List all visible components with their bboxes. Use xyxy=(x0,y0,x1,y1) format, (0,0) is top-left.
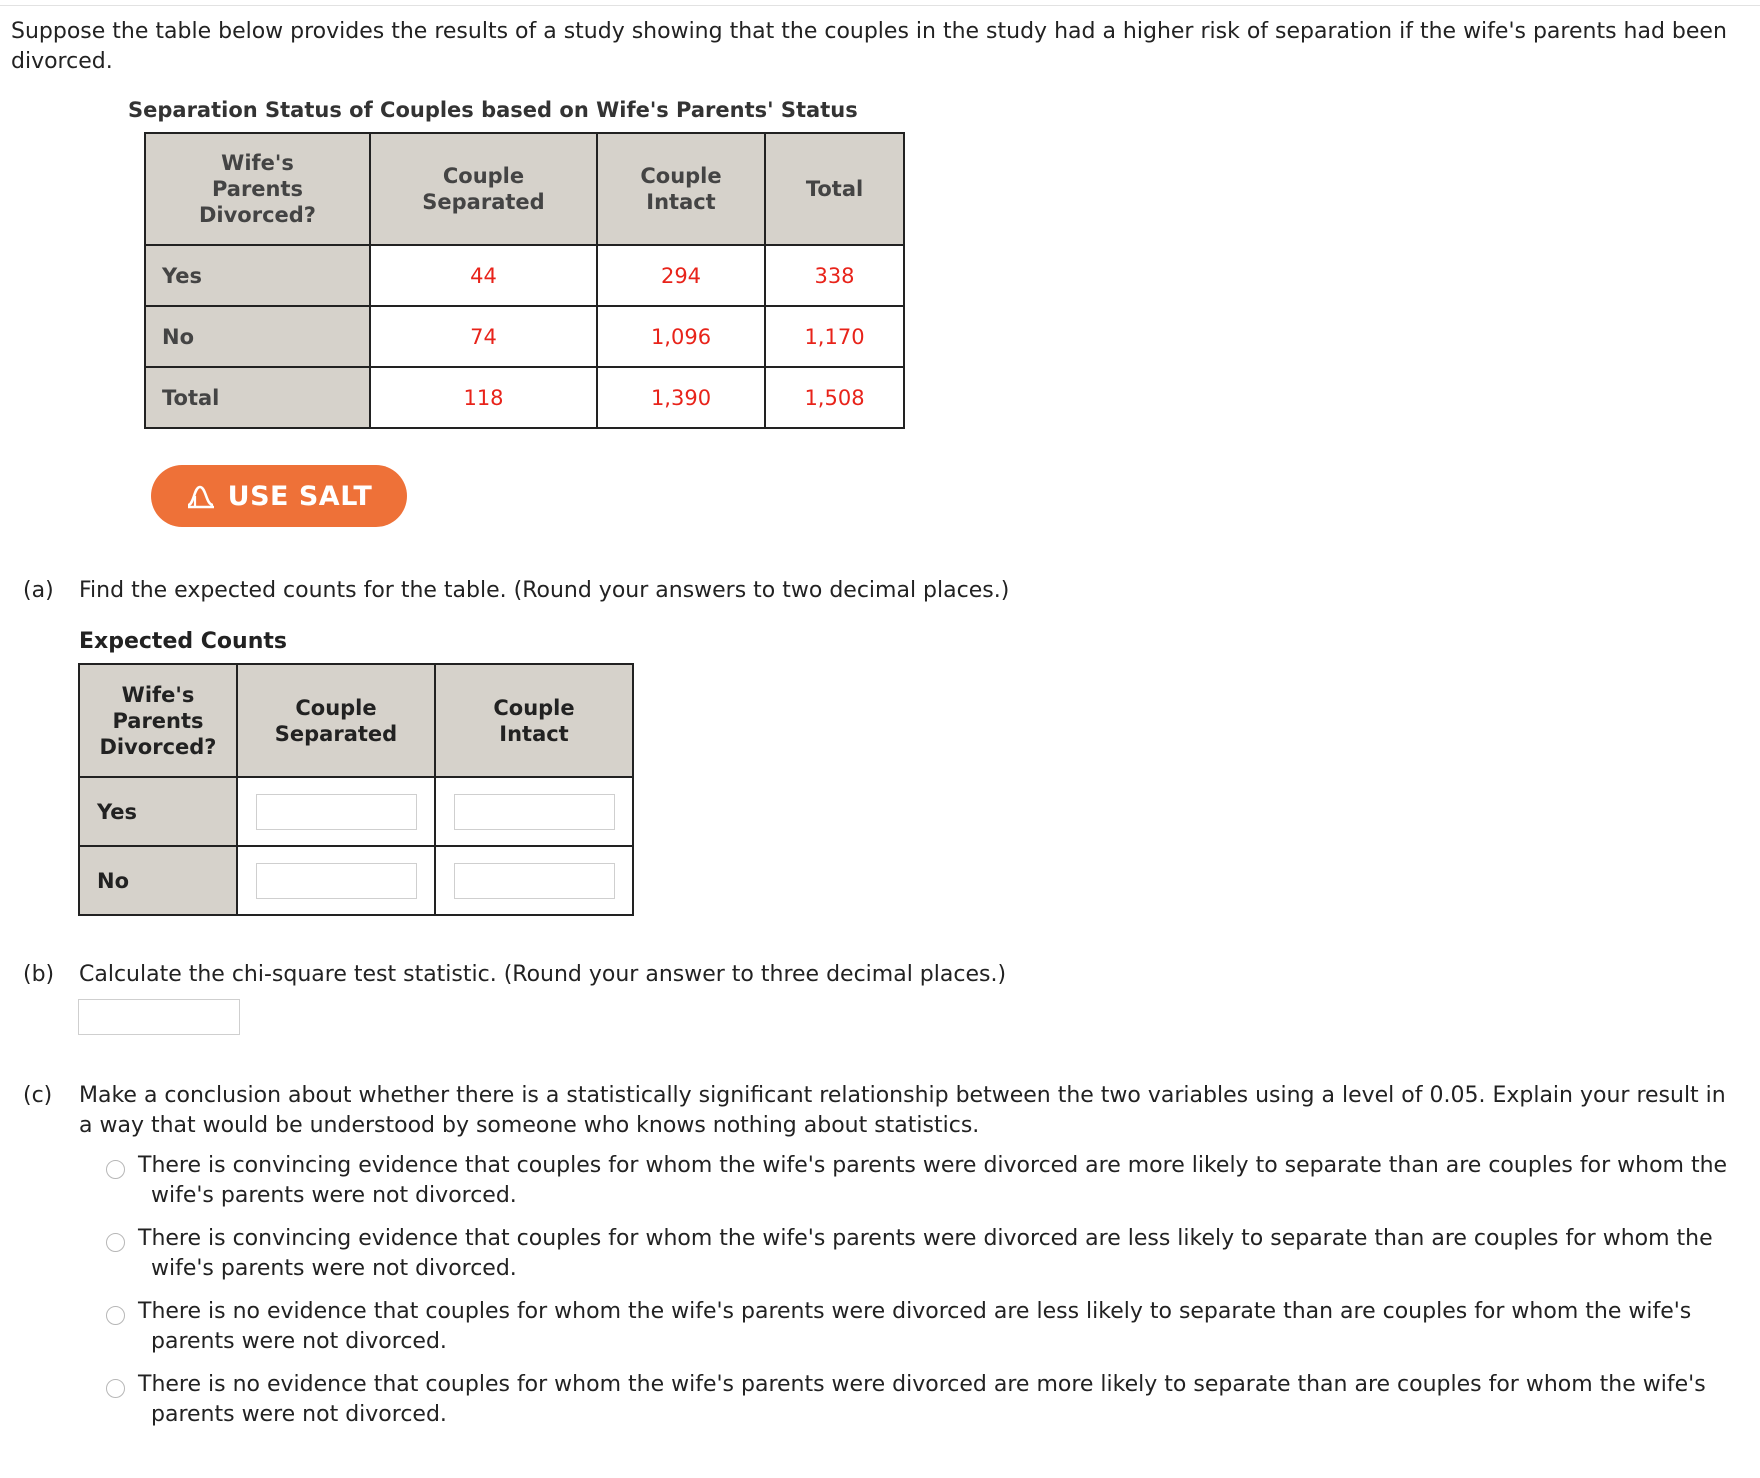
chi-square-input[interactable] xyxy=(78,999,240,1035)
header-label: Wife's Parents Divorced? xyxy=(198,151,316,227)
cell-no-intact xyxy=(435,846,633,915)
row-label-total: Total xyxy=(145,367,370,428)
row-label-yes: Yes xyxy=(145,245,370,306)
study-table xyxy=(144,132,905,429)
option-line-2: wife's parents were not divorced. xyxy=(151,1256,517,1281)
use-salt-label: USE SALT xyxy=(227,480,373,512)
header-couple-separated xyxy=(237,664,435,777)
row-label-yes: Yes xyxy=(79,777,237,846)
cell-yes-total: 338 xyxy=(765,245,904,306)
header-label: Wife's Parents Divorced? xyxy=(99,682,217,759)
cell-yes-intact: 294 xyxy=(597,245,765,306)
row-label-no: No xyxy=(79,846,237,915)
radio-button[interactable] xyxy=(106,1160,125,1179)
expected-yes-intact-input[interactable] xyxy=(454,794,615,830)
cell-no-intact: 1,096 xyxy=(597,306,765,367)
radio-button[interactable] xyxy=(106,1379,125,1398)
option-line-2: parents were not divorced. xyxy=(151,1402,447,1427)
header-couple-separated xyxy=(370,133,597,245)
part-c-label: (c) xyxy=(23,1083,53,1108)
expected-no-separated-input[interactable] xyxy=(256,863,417,899)
header-label: Couple Separated xyxy=(274,695,398,746)
part-a-label: (a) xyxy=(23,578,54,603)
header-total xyxy=(765,133,904,245)
option-line-2: parents were not divorced. xyxy=(151,1329,447,1354)
option-line-1: There is convincing evidence that couples for whom the wife's parents were divorced are less likely to separate than are couples for whom the xyxy=(138,1226,1713,1251)
cell-total-separated: 118 xyxy=(370,367,597,428)
expected-table-header-row xyxy=(79,664,633,777)
option-line-1: There is convincing evidence that couples for whom the wife's parents were divorced are more likely to separate than are couples for whom the xyxy=(138,1153,1728,1178)
part-c-text: Make a conclusion about whether there is a statistically significant relationship between the two variables using a level of 0.05. Explain your result in a way that would be understood by someone who knows nothing about statistics. xyxy=(79,1083,1726,1138)
part-b-label: (b) xyxy=(23,962,55,987)
cell-no-total: 1,170 xyxy=(765,306,904,367)
table-row xyxy=(145,245,904,306)
option-text xyxy=(138,1297,1738,1357)
cell-no-separated: 74 xyxy=(370,306,597,367)
cell-yes-separated xyxy=(237,777,435,846)
radio-button[interactable] xyxy=(106,1306,125,1325)
table-row xyxy=(145,306,904,367)
cell-total-total: 1,508 xyxy=(765,367,904,428)
header-wifes-parents xyxy=(79,664,237,777)
table-row xyxy=(145,367,904,428)
header-label: Couple Separated xyxy=(422,164,545,214)
bell-curve-icon xyxy=(186,483,216,509)
table-row xyxy=(79,846,633,915)
option-line-1: There is no evidence that couples for whom the wife's parents were divorced are more likely to separate than are couples for whom the wife's xyxy=(138,1372,1706,1397)
option-text xyxy=(138,1224,1738,1284)
header-couple-intact xyxy=(435,664,633,777)
part-c-question xyxy=(23,1081,1743,1145)
header-label: Couple Intact xyxy=(493,695,575,746)
part-a-text: Find the expected counts for the table. (Round your answers to two decimal places.) xyxy=(79,578,1010,603)
option-text xyxy=(138,1370,1738,1430)
option-line-1: There is no evidence that couples for whom the wife's parents were divorced are less likely to separate than are couples for whom the wife's xyxy=(138,1299,1692,1324)
cell-yes-intact xyxy=(435,777,633,846)
part-b-text: Calculate the chi-square test statistic. (Round your answer to three decimal places.) xyxy=(79,962,1007,987)
study-table-caption: Separation Status of Couples based on Wife's Parents' Status xyxy=(128,98,858,122)
problem-intro: Suppose the table below provides the results of a study showing that the couples in the study had a higher risk of separation if the wife's parents had been divorced. xyxy=(11,19,1727,74)
table-row xyxy=(79,777,633,846)
cell-total-intact: 1,390 xyxy=(597,367,765,428)
cell-yes-separated: 44 xyxy=(370,245,597,306)
part-a-question xyxy=(23,576,1743,608)
study-table-header-row xyxy=(145,133,904,245)
expected-counts-table xyxy=(78,663,634,916)
radio-button[interactable] xyxy=(106,1233,125,1252)
use-salt-button[interactable] xyxy=(151,465,407,527)
cell-no-separated xyxy=(237,846,435,915)
option-text xyxy=(138,1151,1738,1211)
row-label-no: No xyxy=(145,306,370,367)
part-b-question xyxy=(23,960,1743,992)
header-wifes-parents xyxy=(145,133,370,245)
expected-counts-caption: Expected Counts xyxy=(79,629,287,654)
header-label: Couple Intact xyxy=(640,164,722,214)
header-label: Total xyxy=(805,177,864,201)
header-couple-intact xyxy=(597,133,765,245)
option-line-2: wife's parents were not divorced. xyxy=(151,1183,517,1208)
expected-yes-separated-input[interactable] xyxy=(256,794,417,830)
top-divider xyxy=(0,5,1760,6)
expected-no-intact-input[interactable] xyxy=(454,863,615,899)
